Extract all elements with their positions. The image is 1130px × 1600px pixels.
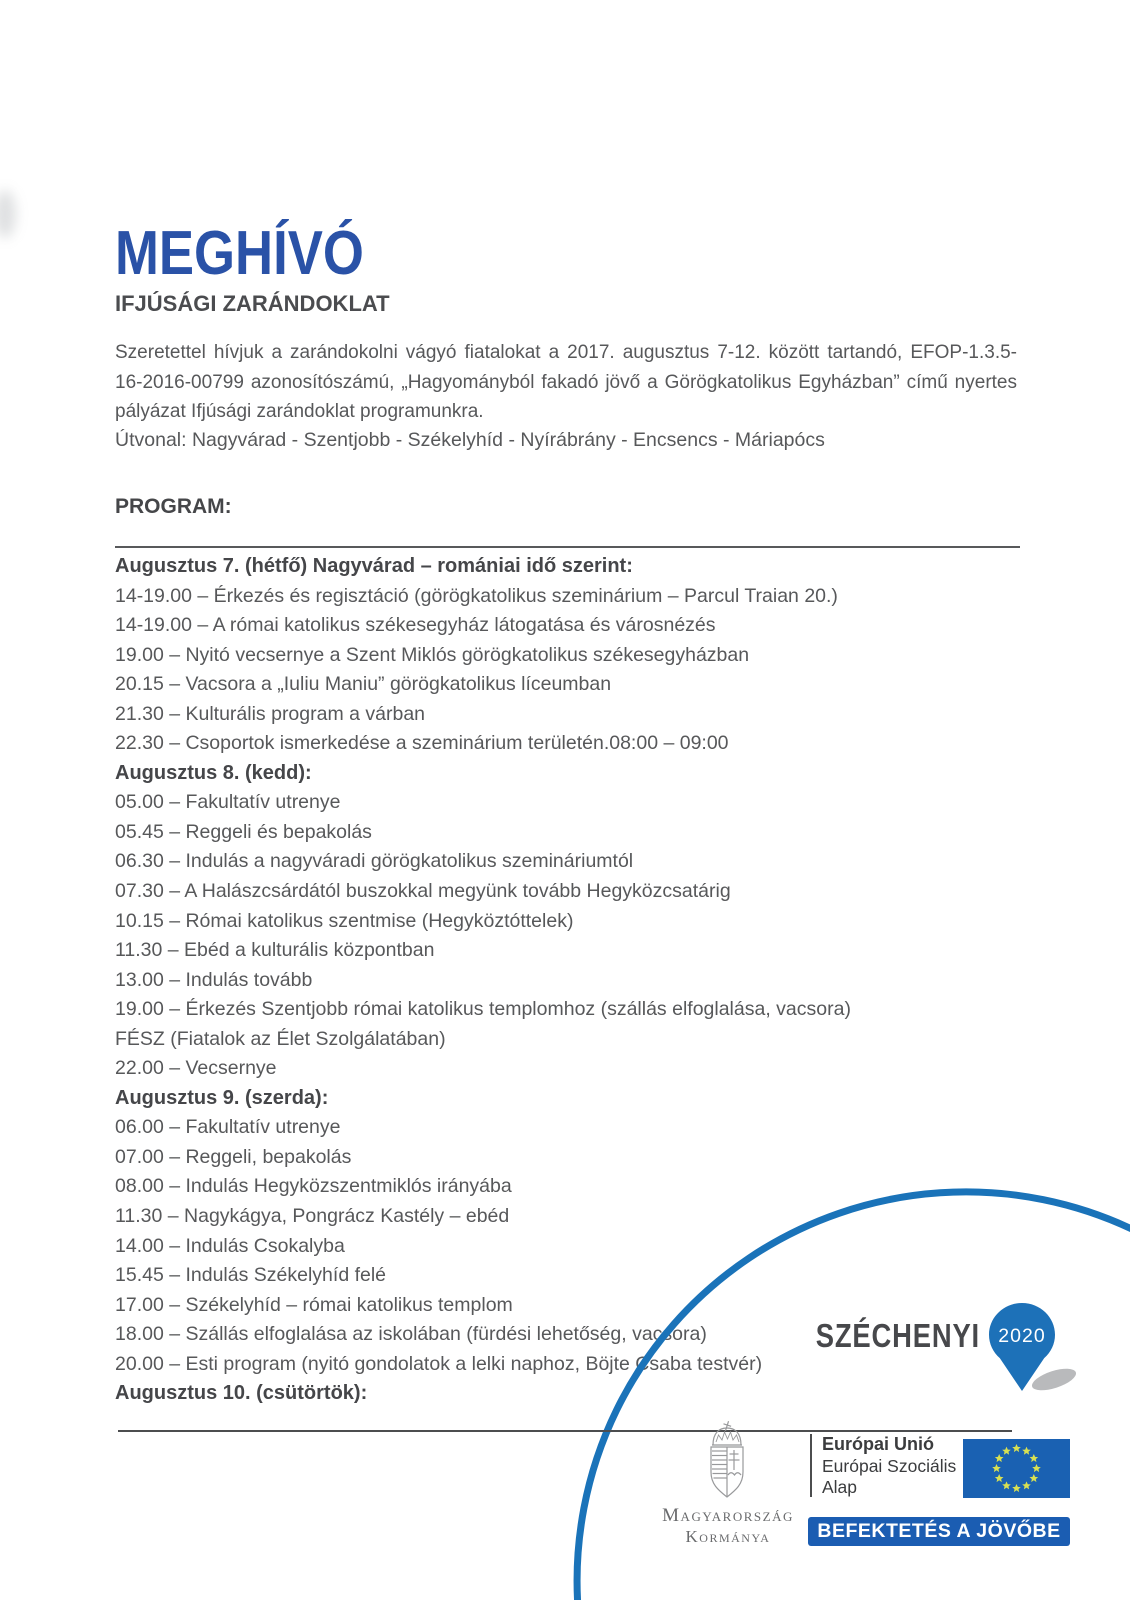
intro-paragraph [115, 338, 1017, 427]
program-item: 07.30 – A Halászcsárdától buszokkal megyünk tovább Hegyközcsatárig [115, 880, 731, 903]
program-day-heading: Augusztus 8. (kedd): [115, 761, 312, 784]
intro-line: pályázat Ifjúsági zarándoklat programunkra. [115, 401, 484, 423]
program-item: 05.00 – Fakultatív utrenye [115, 791, 341, 814]
szechenyi-2020-pin-icon [989, 1303, 1055, 1391]
eu-line3: Alap [822, 1477, 858, 1497]
government-line2: Kormánya [685, 1527, 771, 1546]
program-item: 17.00 – Székelyhíd – római katolikus templom [115, 1293, 513, 1316]
scan-smudge [0, 190, 16, 238]
program-item: 14.00 – Indulás Csokalyba [115, 1234, 345, 1257]
route-line: Útvonal: Nagyvárad - Szentjobb - Székelyhíd - Nyírábrány - Encsencs - Máriapócs [115, 429, 825, 451]
program-item: 19.00 – Érkezés Szentjobb római katolikus templomhoz (szállás elfoglalása, vacsora) [115, 998, 851, 1021]
program-day-heading: Augusztus 10. (csütörtök): [115, 1382, 368, 1405]
government-logo-text [640, 1505, 816, 1547]
program-list [115, 552, 1115, 1409]
program-item: FÉSZ (Fiatalok az Élet Szolgálatában) [115, 1027, 446, 1050]
investment-future-badge: BEFEKTETÉS A JÖVŐBE [808, 1517, 1070, 1546]
program-item: 19.00 – Nyitó vecsernye a Szent Miklós görögkatolikus székesegyházban [115, 643, 750, 666]
page-subtitle: IFJÚSÁGI ZARÁNDOKLAT [115, 291, 390, 316]
program-item: 15.45 – Indulás Székelyhíd felé [115, 1264, 387, 1287]
program-item: 11.30 – Nagykágya, Pongrácz Kastély – ebéd [115, 1205, 510, 1228]
government-line1: Magyarország [662, 1505, 794, 1526]
page-title: MEGHÍVÓ [115, 219, 364, 288]
eu-line2: Európai Szociális [822, 1455, 957, 1476]
eu-line1: Európai Unió [822, 1434, 934, 1454]
program-item: 10.15 – Római katolikus szentmise (Hegyköztóttelek) [115, 909, 574, 932]
program-day-heading: Augusztus 7. (hétfő) Nagyvárad – romániai idő szerint: [115, 555, 633, 577]
program-heading: PROGRAM: [115, 495, 232, 518]
eu-block-divider [810, 1434, 812, 1497]
program-item: 20.15 – Vacsora a „Iuliu Maniu” görögkatolikus líceumban [115, 673, 612, 696]
footer-divider-line [118, 1430, 1012, 1432]
program-item: 18.00 – Szállás elfoglalása az iskolában (fürdési lehetőség, vacsora) [115, 1323, 707, 1346]
hungary-coat-of-arms-icon [703, 1419, 751, 1505]
program-item: 07.00 – Reggeli, bepakolás [115, 1145, 352, 1168]
program-item: 06.30 – Indulás a nagyváradi görögkatolikus szemináriumtól [115, 850, 634, 873]
program-item: 14-19.00 – Érkezés és regisztáció (görögkatolikus szeminárium – Parcul Traian 20.) [115, 584, 838, 607]
intro-line: Szeretettel hívjuk a zarándokolni vágyó fiatalokat a 2017. augusztus 7-12. között tartandó, EFOP-1.3.5- [115, 342, 1017, 363]
eu-flag-icon [963, 1439, 1070, 1498]
program-item: 05.45 – Reggeli és bepakolás [115, 820, 372, 843]
program-item: 20.00 – Esti program (nyitó gondolatok a lelki naphoz, Böjte Csaba testvér) [115, 1352, 763, 1375]
szechenyi-wordmark: SZÉCHENYI [815, 1317, 980, 1354]
szechenyi-year: 2020 [998, 1325, 1046, 1347]
program-item: 13.00 – Indulás tovább [115, 968, 313, 991]
program-item: 22.00 – Vecsernye [115, 1057, 277, 1080]
program-item: 11.30 – Ebéd a kulturális központban [115, 939, 435, 962]
program-divider-line [115, 546, 1020, 548]
program-item: 08.00 – Indulás Hegyközszentmiklós irányába [115, 1175, 512, 1198]
intro-line: 16-2016-00799 azonosítószámú, „Hagyományból fakadó jövő a Görögkatolikus Egyházban” című nyertes [115, 371, 1017, 393]
program-day-heading: Augusztus 9. (szerda): [115, 1086, 329, 1109]
program-item: 22.30 – Csoportok ismerkedése a szeminárium területén.08:00 – 09:00 [115, 732, 729, 755]
program-item: 06.00 – Fakultatív utrenye [115, 1116, 341, 1139]
eu-fund-text [822, 1434, 956, 1499]
program-item: 14-19.00 – A római katolikus székesegyház látogatása és városnézés [115, 614, 716, 637]
program-item: 21.30 – Kulturális program a várban [115, 702, 426, 725]
